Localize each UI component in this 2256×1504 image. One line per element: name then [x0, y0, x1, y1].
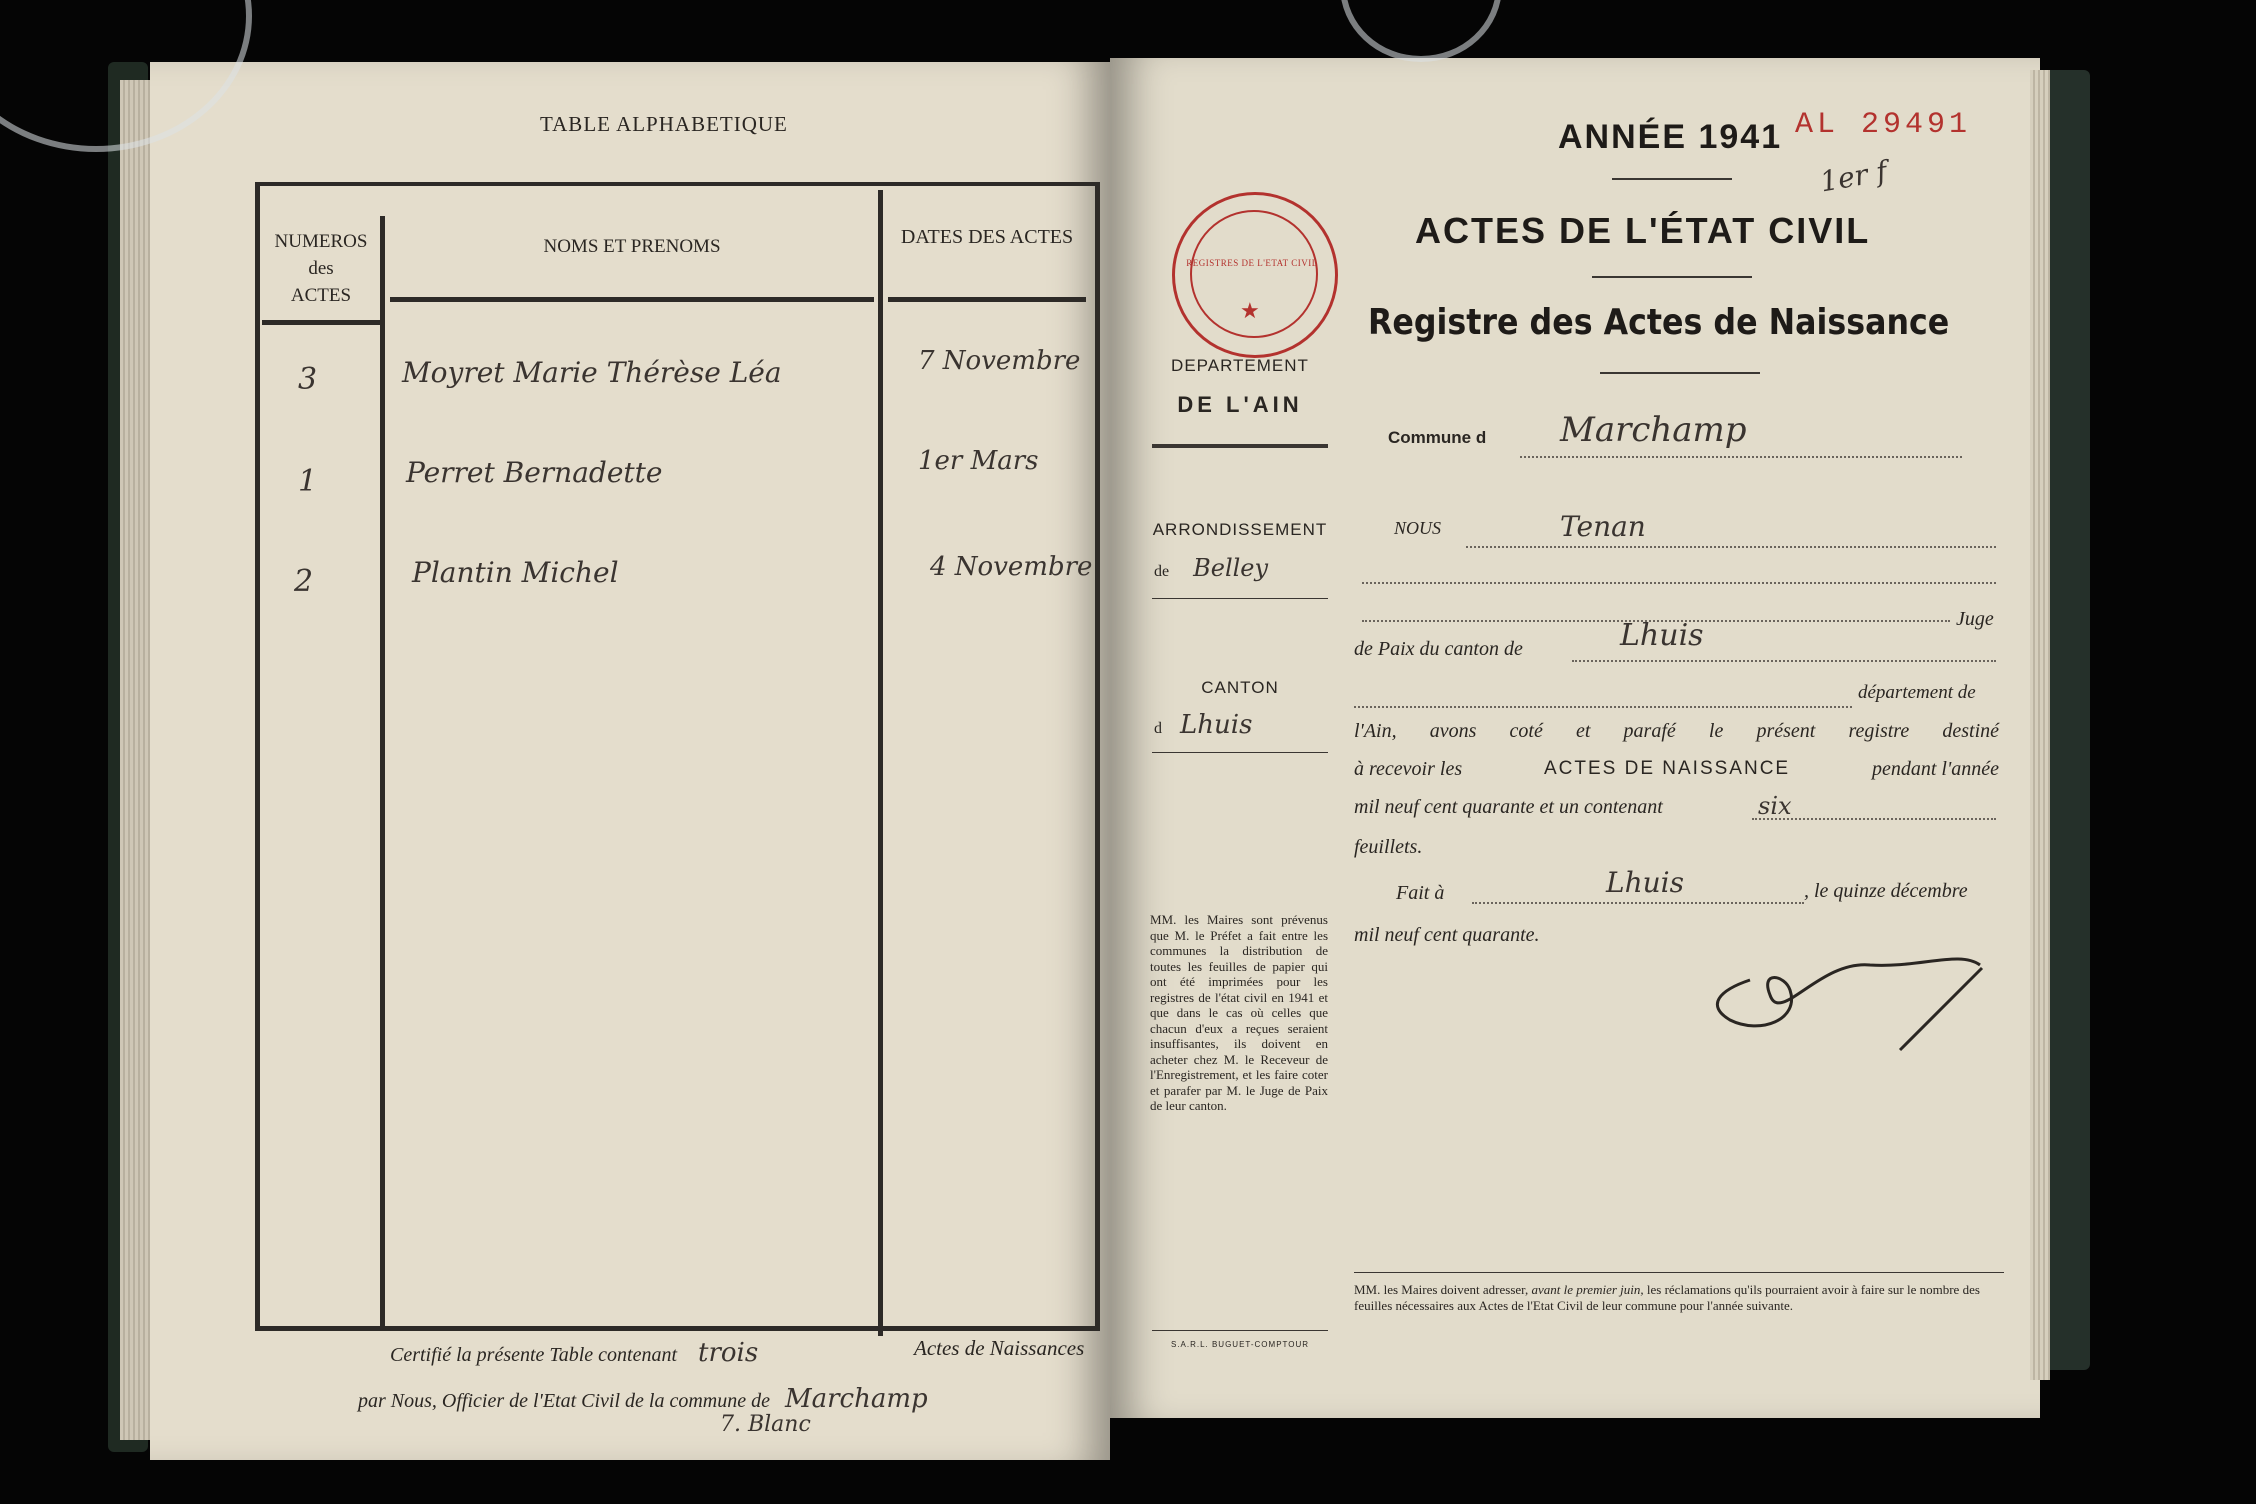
seal-star-icon: ★ [1240, 298, 1260, 323]
departement-rule [1152, 444, 1328, 448]
footnote-rule [1354, 1272, 2004, 1273]
commune-dotted-line [1520, 456, 1962, 458]
certification-line-2: par Nous, Officier de l'Etat Civil de la commune de Marchamp [358, 1384, 928, 1414]
register-subtitle: Registre des Actes de Naissance [1368, 302, 1950, 343]
fait-year: mil neuf cent quarante. [1354, 924, 1540, 946]
header-names: NOMS ET PRENOMS [543, 236, 721, 257]
printer-rule [1152, 1330, 1328, 1331]
paix-label: de Paix du canton de [1354, 638, 1523, 660]
body-line-1: l'Ain, avons coté et parafé le présent registre destiné [1354, 720, 1999, 742]
nous-value: Tenan [1560, 510, 1646, 543]
departement-name: DE L'AIN [1177, 392, 1303, 417]
nous-dotted-line [1466, 546, 1996, 548]
canton-value: Lhuis [1180, 710, 1253, 740]
row-3-name: Plantin Michel [412, 556, 619, 589]
table-title: TABLE ALPHABETIQUE [540, 112, 788, 136]
column-divider-2 [878, 190, 883, 1336]
prefect-notice: MM. les Maires sont prévenus que M. le Préfet a fait entre les communes la distribution de toutes les feuilles de papier qui ont été imprimées pour les registres de l'état civil en 1941 et que dans le cas où celles que chacun d'eux a reçues seraient insuffisantes, ils doivent en acheter chez M. le Receveur de l'Enregistrement, et les faire coter et parafer par M. le Juge de Paix de leur canton. [1150, 912, 1328, 1113]
judge-signature [1700, 950, 2000, 1060]
certification-signature: 7. Blanc [720, 1412, 811, 1437]
row-1-number: 3 [298, 362, 318, 397]
canton-label: CANTON [1201, 678, 1279, 697]
subtitle-rule [1600, 372, 1760, 374]
register-stamp-number: AL 29491 [1795, 108, 1972, 142]
row-1-name: Moyret Marie Thérèse Léa [402, 356, 782, 389]
certification-line-1-suffix: Actes de Naissances [914, 1336, 1085, 1360]
actes-de-naissance: ACTES DE NAISSANCE [1543, 758, 1791, 779]
row-2-number: 1 [298, 464, 318, 499]
header-numbers: NUMEROS des ACTES [274, 231, 368, 306]
feuillets-value: six [1758, 792, 1792, 820]
canton-field: d Lhuis [1154, 710, 1253, 740]
fait-date: , le quinze décembre [1804, 880, 1968, 902]
paix-value: Lhuis [1620, 618, 1704, 653]
arrondissement-field: de Belley [1154, 554, 1269, 582]
feuillets-dotted-line [1752, 818, 1996, 820]
fait-dotted-line [1472, 902, 1804, 904]
row-2-date: 1er Mars [918, 446, 1039, 476]
seal-text: REGISTRES DE L'ETAT CIVIL [1186, 258, 1318, 268]
body-line-3: mil neuf cent quarante et un contenant [1354, 796, 1663, 818]
body-line-2: à recevoir les ACTES DE NAISSANCE pendant l'année [1354, 758, 1999, 780]
row-1-date: 7 Novembre [918, 346, 1081, 376]
ribbon-right [1340, 0, 1502, 62]
title-rule [1592, 276, 1752, 278]
header-rule-names [390, 297, 874, 302]
fait-label: Fait à [1396, 882, 1445, 904]
header-dates: DATES DES ACTES [900, 226, 1074, 248]
nous-dotted-line-2 [1362, 582, 1996, 584]
header-rule-dates [888, 297, 1086, 302]
nous-label: NOUS [1394, 518, 1442, 538]
column-divider-1 [380, 216, 385, 1326]
printer-mark: S.A.R.L. BUGUET-COMPTOUR [1170, 1340, 1310, 1349]
footnote: MM. les Maires doivent adresser, avant le premier juin, les réclamations qu'ils pourraient avoir à faire sur le nombre des feuilles nécessaires aux Actes de l'Etat Civil de leur commune pour l'année suivante. [1354, 1282, 1980, 1313]
row-3-date: 4 Novembre [930, 552, 1093, 582]
departement-de-label: département de [1858, 682, 1976, 703]
departement-label: DEPARTEMENT [1171, 356, 1309, 375]
page-edges-right [2030, 70, 2050, 1380]
certification-line-1: Certifié la présente Table contenant trois [390, 1338, 759, 1368]
feuillets-label: feuillets. [1354, 836, 1423, 858]
juge-label: Juge [1956, 608, 1994, 630]
paix-dotted-line [1572, 660, 1996, 662]
arrondissement-value: Belley [1193, 554, 1269, 582]
fait-value: Lhuis [1606, 866, 1684, 899]
header-rule-numbers [262, 320, 380, 325]
row-3-number: 2 [294, 564, 314, 599]
certification-commune: Marchamp [785, 1384, 928, 1414]
arrondissement-rule [1152, 598, 1328, 599]
handwritten-annotation: 1er f [1817, 154, 1890, 199]
arrondissement-label: ARRONDISSEMENT [1152, 520, 1328, 539]
row-2-name: Perret Bernadette [406, 456, 663, 489]
year-heading: ANNÉE 1941 [1558, 118, 1783, 156]
register-title: ACTES DE L'ÉTAT CIVIL [1415, 210, 1871, 251]
departement-dotted-line [1354, 706, 1852, 708]
certification-count: trois [698, 1338, 759, 1368]
commune-value: Marchamp [1560, 410, 1747, 450]
commune-label: Commune d [1388, 428, 1487, 447]
year-rule [1612, 178, 1732, 180]
canton-rule [1152, 752, 1328, 753]
